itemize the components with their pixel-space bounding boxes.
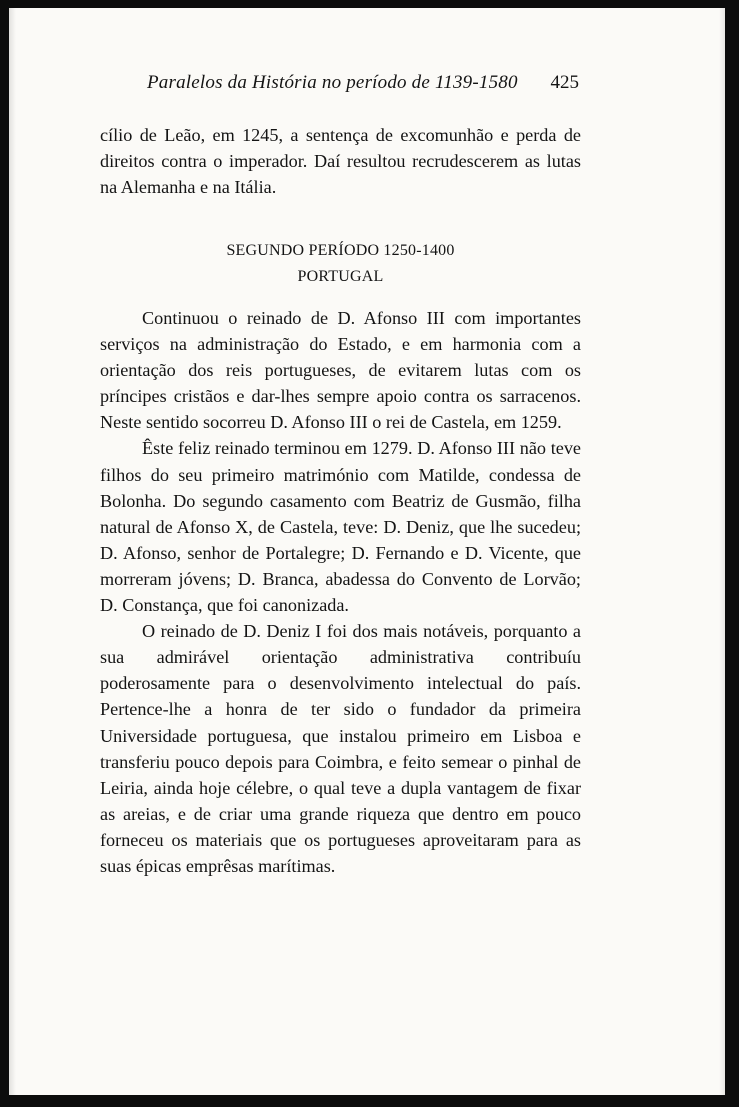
body-text-block bbox=[100, 305, 581, 879]
continuation-paragraph: cílio de Leão, em 1245, a sentença de excomunhão e perda de direitos contra o imperador. Daí resultou recrudescerem as lutas na Alemanha e na Itália. bbox=[100, 125, 581, 198]
paragraph-2: Êste feliz reinado terminou em 1279. D. Afonso III não teve filhos do seu primeiro matrimónio com Matilde, condessa de Bolonha. Do segundo casamento com Beatriz de Gusmão, filha natural de Afonso X, de Castela, teve: D. Deniz, que lhe sucedeu; D. Afonso, senhor de Portalegre; D. Fernando e D. Vicente, que morreram jóvens; D. Branca, abadessa do Convento de Lorvão; D. Constança, que foi canonizada. bbox=[100, 438, 581, 616]
paragraph-3: O reinado de D. Deniz I foi dos mais notáveis, porquanto a sua admirável orientação administrativa contribuíu poderosamente para o desenvolvimento intelectual do país. Pertence-lhe a honra de ter sido o fundador da primeira Universidade portuguesa, que instalou primeiro em Lisboa e transferiu pouco depois para Coimbra, e feito semear o pinhal de Leiria, ainda hoje célebre, o qual teve a dupla vantagem de fixar as areias, e de criar uma grande riqueza que dentro em pouco forneceu os materiais que os portugueses aproveitaram para as suas épicas emprêsas marítimas. bbox=[100, 621, 581, 876]
continuation-text-block bbox=[100, 122, 581, 200]
scan-shadow-right bbox=[719, 8, 725, 1095]
scan-shadow-left bbox=[9, 8, 16, 1095]
running-header bbox=[119, 72, 581, 100]
paragraph-1: Continuou o reinado de D. Afonso III com importantes serviços na administração do Estado, e em harmonia com a orientação dos reis portugueses, de evitarem lutas com os príncipes cristãos e dar-lhes sempre apoio contra os sarracenos. Neste sentido socorreu D. Afonso III o rei de Castela, em 1259. bbox=[100, 308, 581, 433]
section-subtitle: PORTUGAL bbox=[297, 268, 384, 285]
running-title: Paralelos da História no período de 1139-1580 bbox=[147, 72, 518, 93]
section-heading bbox=[100, 238, 581, 290]
section-title: SEGUNDO PERÍODO 1250-1400 bbox=[226, 242, 455, 259]
book-page bbox=[9, 8, 725, 1095]
page-number: 425 bbox=[550, 72, 579, 93]
